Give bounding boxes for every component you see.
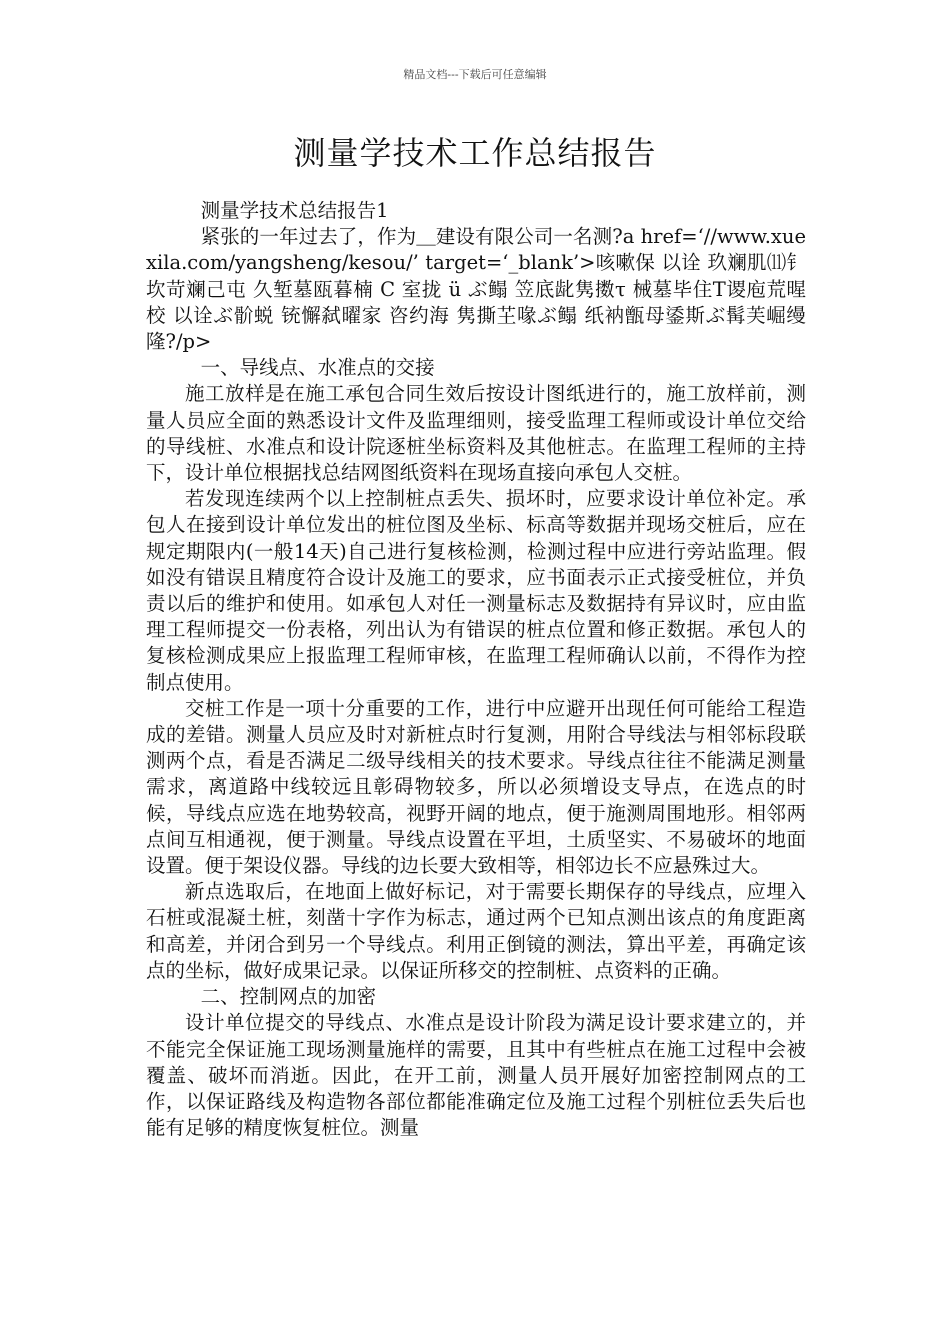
document-body <box>146 198 806 1141</box>
section-heading: 二、控制网点的加密 <box>200 985 377 1009</box>
section-paragraph: 施工放样是在施工承包合同生效后按设计图纸进行的，施工放样前，测量人员应全面的熟悉设计文件及监理细则，接受监理工程师或设计单位交给的导线桩、水准点和设计院逐桩坐标资料及其他桩志。在监理工程师的主持下，设计单位根据找总结网图纸资料在现场直接向承包人交桩。 <box>146 382 806 485</box>
intro-paragraph: 紧张的一年过去了，作为＿建设有限公司一名测?a href=‘//www.xuexila.com/yangsheng/kesou/’ target=‘_blank’>咳嗽保 以诠 玖斓肌⑾钅坎苛斓己屯 久堑墓瓯暮楠 C 室拢 ü ぶ鳎 笠底龀隽擞τ 械墓毕住T谡庖荒暒校 以诠ぶ骱蜕 铳懈弑曜家 咨约海 隽撕芏喙ぶ鳎 纸衲甑母鋈斯ぶ髯芙崛缦隆?/p> <box>146 225 806 354</box>
section-paragraph: 交桩工作是一项十分重要的工作，进行中应避开出现任何可能给工程造成的差错。测量人员应及时对新桩点时行复测，用附合导线法与相邻标段联测两个点，看是否满足二级导线相关的技术要求。导线点往往不能满足测量需求，离道路中线较远且彰碍物较多，所以必须增设支导点，在选点的时候，导线点应选在地势较高，视野开阔的地点，便于施测周围地形。相邻两点间互相通视，便于测量。导线点设置在平坦，土质坚实、不易破坏的地面设置。便于架设仪器。导线的边长要大致相等，相邻边长不应悬殊过大。 <box>146 696 806 878</box>
section-heading: 一、导线点、水准点的交接 <box>200 356 435 380</box>
section-paragraph: 若发现连续两个以上控制桩点丢失、损坏时，应要求设计单位补定。承包人在接到设计单位发出的桩位图及坐标、标高等数据并现场交桩后，应在规定期限内(一般14天)自己进行复核检测，检测过程中应进行旁站监理。假如没有错误且精度符合设计及施工的要求，应书面表示正式接受桩位，并负责以后的维护和使用。如承包人对任一测量标志及数据持有异议时，应由监理工程师提交一份表格，列出认为有错误的桩点位置和修正数据。承包人的复核检测成果应上报监理工程师审核，在监理工程师确认以前，不得作为控制点使用。 <box>146 487 806 694</box>
header-note: 精品文档---下载后可任意编辑 <box>403 68 547 81</box>
document-subtitle: 测量学技术总结报告1 <box>200 199 389 222</box>
section-paragraph: 设计单位提交的导线点、水准点是设计阶段为满足设计要求建立的，并不能完全保证施工现场测量施样的需要，且其中有些桩点在施工过程中会被覆盖、破坏而消逝。因此，在开工前，测量人员开展好加密控制网点的工作，以保证路线及构造物各部位都能准确定位及施工过程个别桩位丢失后也能有足够的精度恢复桩位。测量 <box>146 1011 806 1140</box>
document-title: 测量学技术工作总结报告 <box>293 134 657 172</box>
section-paragraph: 新点选取后，在地面上做好标记，对于需要长期保存的导线点，应埋入石桩或混凝土桩，刻凿十字作为标志，通过两个已知点测出该点的角度距离和高差，并闭合到另一个导线点。利用正倒镜的测法，算出平差，再确定该点的坐标，做好成果记录。以保证所移交的控制桩、点资料的正确。 <box>146 880 806 982</box>
